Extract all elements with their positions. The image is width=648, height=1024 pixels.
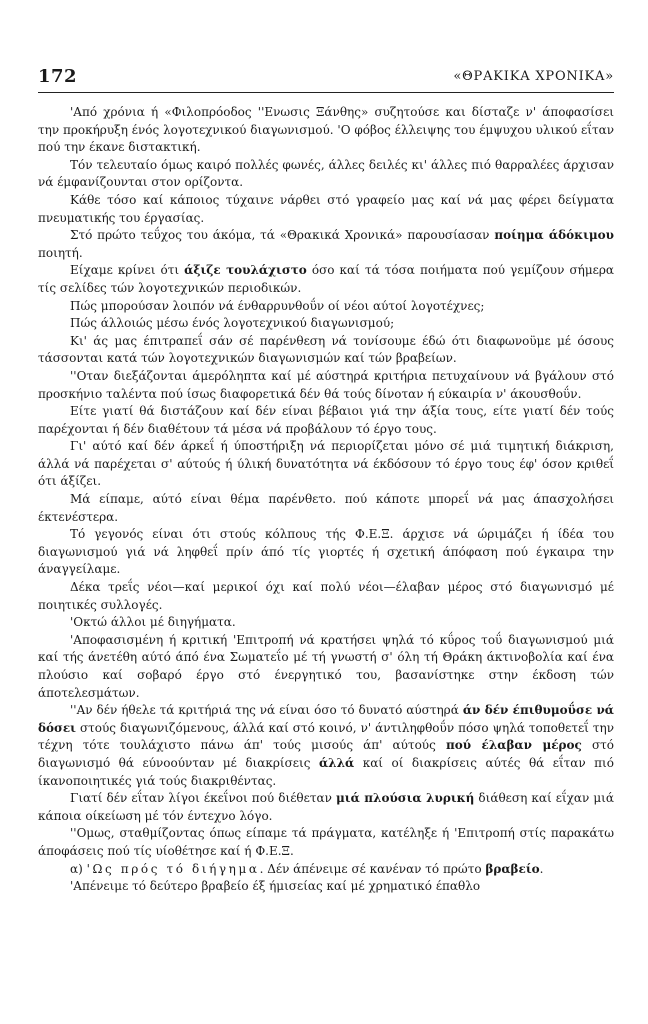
paragraph: Δέκα τρεΐς νέοι—καί μερικοί όχι καί πολύ νέοι—έλαβαν μέρος στό διαγωνισμό μέ ποιητικές συλλογές. <box>38 580 614 612</box>
text-run: όσο καί τά τόσα ποιήματα πού γεμίζουν σήμερα τίς σελίδες τών λογοτεχνικών περιοδικών. <box>38 263 615 295</box>
text-run: στούς διαγωνιζόμενους, άλλά καί στό κοινό, ν' άντιληφθοΰν πόσο ψηλά τοποθετεΐ την τέχνη τότε τουλάχιστο πάνω άπ' τούς μισούς άπ' αύτούς <box>38 720 614 753</box>
text-run: ''Αν δέν ήθελε τά κριτήριά της νά είναι όσο τό δυνατό αύστηρά <box>70 703 463 718</box>
text-run: Είχαμε κρίνει ότι <box>70 263 185 278</box>
bold-phrase: μιά πλούσια λυρική <box>335 791 475 806</box>
paragraph <box>38 262 614 297</box>
article-body <box>38 104 614 896</box>
paragraph <box>38 227 614 262</box>
paragraph: Κι' άς μας έπιτραπεΐ σάν σέ παρένθεση νά τονίσουμε έδώ ότι διαφωνοϋμε μέ όσους τάσσονται κατά τών λογοτεχνικών διαγωνισμών καί τών βραβείων. <box>38 333 614 366</box>
paragraph: Τό γεγονός είναι ότι στούς κόλπους τής Φ.Ε.Ξ. άρχισε νά ώριμάζει ή ίδέα του διαγωνισμού γιά νά ληφθεΐ πρίν άπό τίς γιορτές ή σχετική άπόφαση πού έγκαιρα την άναγγείλαμε. <box>38 527 614 577</box>
paragraph: Είτε γιατί θά διστάζουν καί δέν είναι βέβαιοι γιά την άξία τους, είτε γιατί δέν τούς παρέχονται ή δέν διαθέτουν τά μέσα νά προβάλουν τό έργο τους. <box>38 404 614 436</box>
text-run: ποιητή. <box>38 245 83 260</box>
running-title: «ΘΡΑΚΙΚΑ ΧΡΟΝΙΚΑ» <box>453 69 614 84</box>
paragraph: Τόν τελευταίο όμως καιρό πολλές φωνές, άλλες δειλές κι' άλλες πιό θαρραλέες άρχισαν νά έμφανίζουνται στον ορίζοντα. <box>38 157 614 190</box>
text-run: διάθεση καί εΐχαν μιά κάποια οίκείωση μέ τόν έντεχνο λόγο. <box>38 791 614 823</box>
text-run: α) <box>70 861 87 876</box>
bold-phrase: βραβείο <box>485 861 540 876</box>
paragraph: Πώς μπορούσαν λοιπόν νά ένθαρρυνθοΰν οί νέοι αύτοί λογοτέχνες; <box>70 298 485 313</box>
text-run: . Δέν άπένειμε σέ κανέναν τό πρώτο <box>259 861 486 876</box>
paragraph: Πώς άλλοιώς μέσω ένός λογοτεχνικού διαγωνισμού; <box>70 316 395 331</box>
text-run: . <box>539 861 544 876</box>
text-run: Στό πρώτο τεΰχος του άκόμα, τά «Θρακικά Χρονικά» παρουσίασαν <box>70 228 495 243</box>
paragraph: 'Οκτώ άλλοι μέ διηγήματα. <box>70 615 236 630</box>
paragraph: Μά είπαμε, αύτό είναι θέμα παρένθετο. πού κάποτε μπορεΐ νά μας άπασχολήσει έκτενέστερα. <box>38 492 614 524</box>
page-number: 172 <box>38 66 78 87</box>
paragraph <box>38 702 614 790</box>
paragraph <box>38 790 614 825</box>
bold-phrase: ποίημα άδόκιμου <box>494 228 614 243</box>
paragraph: 'Απένειμε τό δεύτερο βραβείο έξ ήμισείας καί μέ χρηματικό έπαθλο <box>70 879 481 894</box>
text-run: στό διαγωνισμό θά εύνοούνταν μέ διακρίσεις <box>38 738 615 770</box>
paragraph: ''Οταν διεξάζονται άμερόληπτα καί μέ αύστηρά κριτήρια πετυχαίνουν νά βγάλουν στό προσκήνιο ταλέντα πού ίσως διαφορετικά δέν θά τούς δίνοταν ή εύκαιρία ν' άκουσθοΰν. <box>38 368 614 401</box>
page <box>38 66 614 1016</box>
text-run: Γιατί δέν εΐταν λίγοι έκεΐνοι πού διέθεταν <box>70 791 336 806</box>
bold-phrase: άξιζε τουλάχιστο <box>184 263 307 278</box>
spaced-phrase: 'Ως πρός τό διήγημα <box>86 861 260 876</box>
paragraph: 'Αποφασισμένη ή κριτική 'Επιτροπή νά κρατήσει ψηλά τό κΰρος τοΰ διαγωνισμού μιά καί τής άνετέθη αύτό άπό ένα Σωματεΐο μέ τή γνωστή σ' όλη τή Θράκη άκτινοβολία καί ένα πλούσιο καί σοβαρό έργο στό ένεργητικό του, βασανίστηκε στην έκδοση τών άποτελεσμάτων. <box>38 632 614 700</box>
page-header <box>38 66 614 93</box>
bold-phrase: άν δέν έπιθυμοΰσε νά δόσει <box>38 703 615 735</box>
paragraph: ''Ομως, σταθμίζοντας όπως είπαμε τά πράγματα, κατέληξε ή 'Επιτροπή στίς παρακάτω άποφάσεις πού τίς υίοθέτησε καί ή Φ.Ε.Ξ. <box>38 826 614 858</box>
paragraph: Γι' αύτό καί δέν άρκεΐ ή ύποστήριξη νά περιορίζεται μόνο σέ μιά τιμητική διάκριση, άλλά νά παρέχεται σ' αύτούς ή ύλική δυνατότητα νά έκδόσουν τό έργο τους έφ' όσον κριθεΐ ότι άξίζει. <box>38 439 614 489</box>
paragraph: Κάθε τόσο καί κάποιος τύχαινε νάρθει στό γραφείο μας καί νά μας φέρει δείγματα πνευματικής του έργασίας. <box>38 192 614 225</box>
paragraph <box>38 861 614 879</box>
bold-phrase: πού έλαβαν μέρος <box>445 738 582 753</box>
paragraph: 'Από χρόνια ή «Φιλοπρόοδος ''Ενωσις Ξάνθης» συζητούσε και δίσταζε ν' άποφασίσει την προκήρυξη ένός λογοτεχνικού διαγωνισμού. 'Ο φόβος έλλειψης του έμψυχου υλικού εΐταν πού την έκανε διστακτική. <box>38 105 614 155</box>
bold-phrase: άλλά <box>318 755 355 770</box>
text-run: καί οί διακρίσεις αύτές θά εΐταν πιό ίκανοποιητικές γιά τούς διακριθέντας. <box>38 755 614 788</box>
